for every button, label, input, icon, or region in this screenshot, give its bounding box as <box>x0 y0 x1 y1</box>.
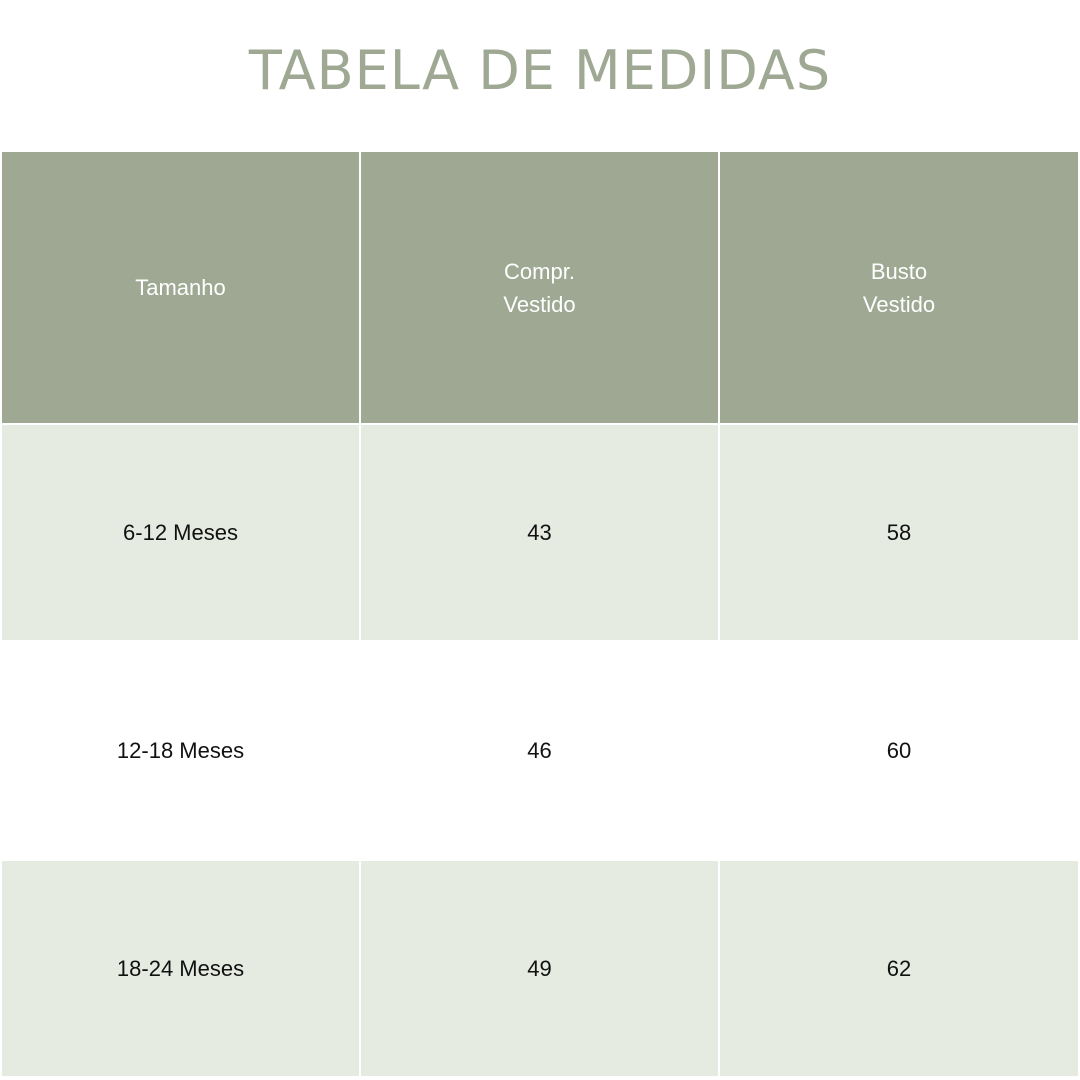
table-cell <box>720 642 1078 859</box>
table-cell <box>2 425 359 640</box>
table-cell <box>2 861 359 1076</box>
bust-value: 62 <box>886 956 912 981</box>
header-label: Tamanho <box>135 275 226 300</box>
header-cell-dress-bust <box>720 152 1078 423</box>
size-value: 6-12 Meses <box>123 520 238 545</box>
length-value: 46 <box>527 738 552 763</box>
table-cell <box>361 642 718 859</box>
length-value: 49 <box>527 956 552 981</box>
header-label: Busto Vestido <box>862 258 936 317</box>
length-value: 43 <box>527 520 552 545</box>
table-cell <box>720 861 1078 1076</box>
header-cell-dress-length <box>361 152 718 423</box>
bust-value: 60 <box>886 738 912 763</box>
size-value: 12-18 Meses <box>116 738 245 763</box>
table-cell <box>2 642 359 859</box>
size-table <box>2 152 1078 1078</box>
table-cell <box>361 861 718 1076</box>
table-cell <box>720 425 1078 640</box>
header-cell-size <box>2 152 359 423</box>
header-label: Compr. Vestido <box>503 258 576 317</box>
page-title: TABELA DE MEDIDAS <box>248 39 832 102</box>
bust-value: 58 <box>886 520 912 545</box>
size-value: 18-24 Meses <box>116 956 245 981</box>
table-cell <box>361 425 718 640</box>
